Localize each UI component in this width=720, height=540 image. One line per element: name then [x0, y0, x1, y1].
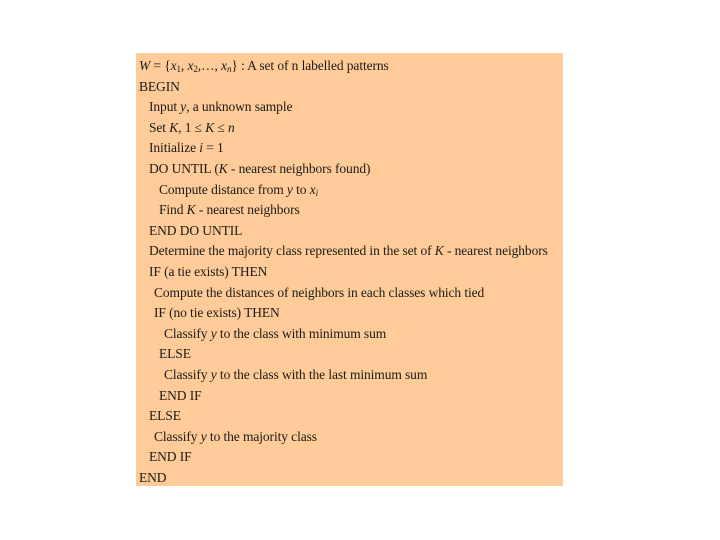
pseudocode-line	[164, 365, 427, 385]
pseudocode-segment: y	[210, 325, 217, 341]
pseudocode-segment: y	[180, 99, 187, 115]
pseudocode-segment: to the class with minimum sum	[216, 325, 387, 341]
pseudocode-line	[139, 56, 389, 76]
pseudocode-segment: = 1	[202, 140, 224, 156]
pseudocode-segment: Compute distance from	[159, 181, 287, 197]
pseudocode-segment: IF (a tie exists) THEN	[149, 264, 268, 279]
pseudocode-segment: Classify	[164, 325, 211, 341]
pseudocode-segment: - nearest neighbors found)	[227, 161, 371, 176]
pseudocode-segment: Find	[159, 202, 187, 218]
pseudocode-segment: Determine the majority class represented in the set of	[149, 243, 435, 259]
pseudocode-line	[159, 200, 300, 220]
pseudocode-line	[149, 118, 235, 138]
pseudocode-segment: y	[210, 367, 217, 382]
pseudocode-segment: ≤	[214, 119, 228, 135]
pseudocode-segment: x	[221, 58, 227, 73]
pseudocode-line	[149, 241, 548, 261]
pseudocode-segment: W	[139, 58, 151, 73]
pseudocode-line	[154, 283, 484, 303]
pseudocode-segment: K	[169, 119, 179, 135]
pseudocode-segment: Input	[149, 99, 181, 115]
pseudocode-segment: i	[199, 140, 203, 156]
pseudocode-segment: BEGIN	[139, 78, 180, 94]
algorithm-pseudocode-box	[136, 53, 563, 486]
pseudocode-line	[139, 77, 180, 97]
pseudocode-line	[164, 324, 386, 344]
pseudocode-segment: x	[170, 58, 177, 73]
pseudocode-segment: x	[187, 58, 194, 73]
pseudocode-line	[139, 468, 166, 488]
pseudocode-line	[159, 386, 202, 406]
pseudocode-segment: x	[309, 181, 316, 197]
pseudocode-segment: ELSE	[149, 408, 181, 424]
pseudocode-segment: , 1 ≤	[178, 119, 206, 135]
pseudocode-segment: - nearest neighbors	[195, 202, 300, 218]
pseudocode-line	[154, 427, 317, 447]
pseudocode-line	[154, 303, 280, 323]
pseudocode-line	[149, 138, 224, 158]
pseudocode-segment: Classify	[154, 428, 201, 444]
pseudocode-line	[149, 221, 242, 241]
pseudocode-segment: ELSE	[159, 346, 191, 362]
pseudocode-line	[149, 97, 292, 117]
pseudocode-segment: K	[205, 119, 215, 135]
pseudocode-segment: n	[226, 64, 232, 74]
pseudocode-line	[149, 447, 192, 467]
pseudocode-line	[159, 344, 191, 364]
pseudocode-segment: END	[139, 470, 167, 485]
pseudocode-segment: END IF	[149, 449, 192, 465]
pseudocode-line	[149, 262, 267, 282]
pseudocode-segment: Set	[149, 119, 170, 135]
pseudocode-line	[149, 159, 370, 179]
pseudocode-segment: END IF	[159, 387, 202, 403]
pseudocode-segment: 2	[193, 64, 198, 74]
pseudocode-segment: ,…,	[197, 58, 222, 73]
pseudocode-segment: K	[434, 243, 444, 259]
pseudocode-segment: IF (no tie exists) THEN	[154, 305, 280, 321]
pseudocode-segment: Initialize	[149, 140, 200, 156]
pseudocode-segment: 1	[176, 64, 181, 74]
pseudocode-segment: } : A set of n labelled patterns	[231, 58, 389, 73]
pseudocode-segment: Classify	[164, 367, 211, 382]
pseudocode-segment: - nearest neighbors	[443, 243, 548, 259]
pseudocode-segment: Compute the distances of neighbors in each classes which tied	[154, 284, 485, 300]
pseudocode-segment: n	[227, 119, 235, 135]
pseudocode-segment: END DO UNTIL	[149, 222, 243, 238]
pseudocode-segment: i	[315, 187, 318, 198]
pseudocode-segment: DO UNTIL (	[149, 161, 219, 176]
pseudocode-line	[149, 406, 181, 426]
pseudocode-segment: to the majority class	[206, 428, 317, 444]
pseudocode-segment: = {	[150, 58, 171, 73]
pseudocode-segment: to	[292, 181, 310, 197]
pseudocode-line	[159, 180, 318, 200]
pseudocode-segment: y	[200, 428, 207, 444]
pseudocode-segment: K	[218, 161, 228, 176]
pseudocode-segment: K	[186, 202, 196, 218]
pseudocode-segment: ,	[180, 58, 188, 73]
pseudocode-segment: y	[286, 181, 293, 197]
pseudocode-segment: to the class with the last minimum sum	[216, 367, 428, 382]
pseudocode-segment: , a unknown sample	[186, 99, 293, 115]
